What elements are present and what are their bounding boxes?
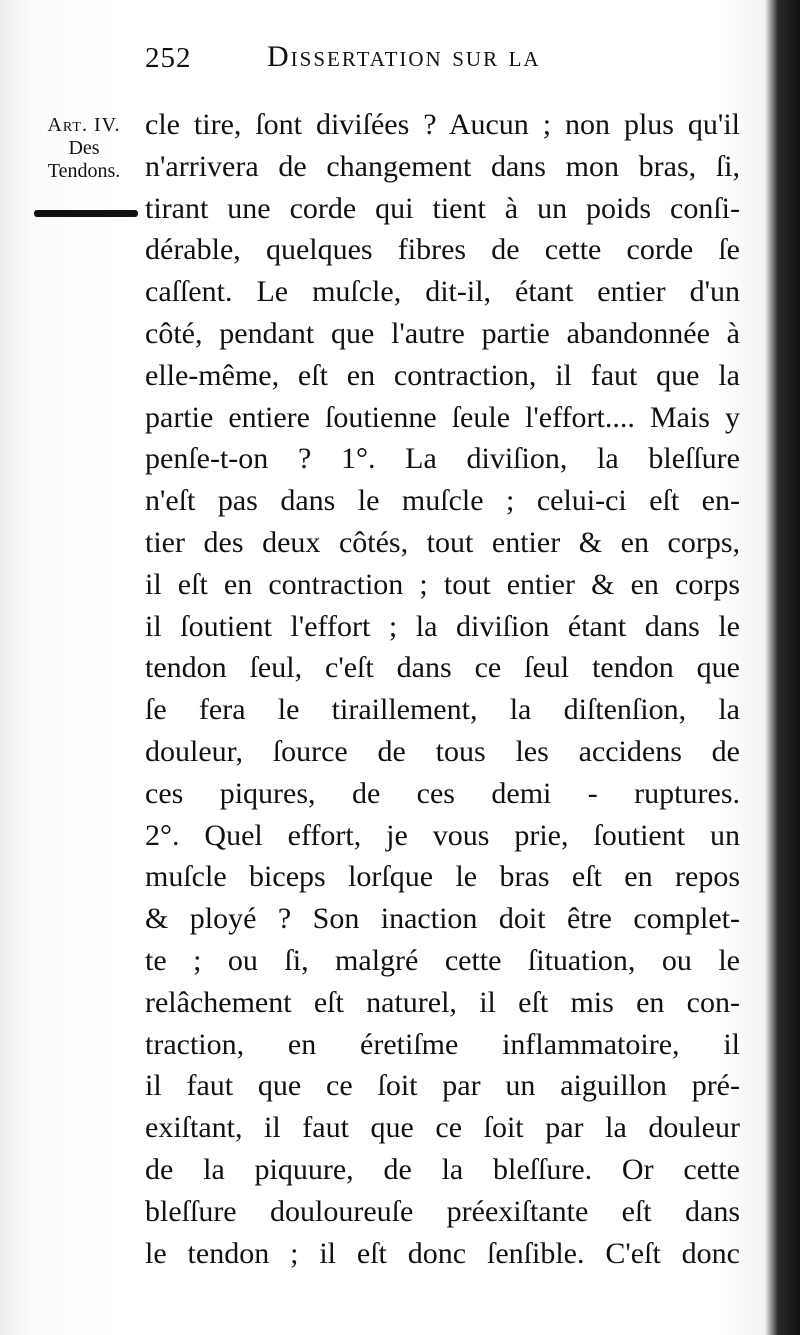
text-line: n'arrivera de changement dans mon bras, ſi,	[145, 149, 740, 183]
text-line: tier des deux côtés, tout entier & en corps,	[145, 525, 740, 559]
text-line: relâchement eſt naturel, il eſt mis en con-	[145, 985, 740, 1019]
text-line: il faut que ce ſoit par un aiguillon pré-	[145, 1069, 740, 1103]
margin-note-tendons: Tendons.	[47, 160, 121, 182]
text-line: douleur, ſource de tous les accidens de	[145, 734, 740, 768]
text-line: tendon ſeul, c'eſt dans ce ſeul tendon que	[145, 651, 740, 685]
text-line: n'eſt pas dans le muſcle ; celui-ci eſt en-	[145, 484, 740, 518]
text-line: ſe fera le tiraillement, la diſtenſion, la	[145, 693, 740, 727]
text-line: exiſtant, il faut que ce ſoit par la douleur	[145, 1111, 740, 1145]
text-line: il eſt en contraction ; tout entier & en corps	[145, 567, 740, 601]
text-line: dérable, quelques fibres de cette corde ſe	[145, 233, 740, 267]
text-line: cle tire, ſont diviſées ? Aucun ; non plus qu'il	[145, 108, 740, 141]
margin-note	[28, 114, 140, 183]
text-line: tirant une corde qui tient à un poids conſi-	[145, 191, 740, 225]
text-line: de la piquure, de la bleſſure. Or cette	[145, 1152, 740, 1186]
text-line: traction, en éretiſme inflammatoire, il	[145, 1027, 740, 1061]
text-line: côté, pendant que l'autre partie abandonnée à	[145, 316, 740, 350]
margin-rule	[34, 210, 138, 217]
margin-note-article: Art. IV.	[47, 114, 121, 136]
text-line: & ployé ? Son inaction doit être complet-	[145, 902, 740, 936]
text-line: te ; ou ſi, malgré cette ſituation, ou le	[145, 943, 740, 977]
text-line: penſe-t-on ? 1°. La diviſion, la bleſſure	[145, 442, 740, 476]
text-line: muſcle biceps lorſque le bras eſt en repos	[145, 860, 740, 894]
page-header	[145, 40, 645, 90]
text-line: 2°. Quel effort, je vous prie, ſoutient un	[145, 818, 740, 852]
text-line: le tendon ; il eſt donc ſenſible. C'eſt donc	[145, 1236, 740, 1270]
text-line: elle-même, eſt en contraction, il faut que la	[145, 358, 740, 392]
text-line: partie entiere ſoutienne ſeule l'effort.... Mais y	[145, 400, 740, 434]
text-line: caſſent. Le muſcle, dit-il, étant entier d'un	[145, 275, 740, 309]
text-line: bleſſure douloureuſe préexiſtante eſt dans	[145, 1194, 740, 1228]
page-number: 252	[145, 42, 192, 74]
text-line: il ſoutient l'effort ; la diviſion étant dans le	[145, 609, 740, 643]
margin-note-des: Des	[68, 137, 100, 159]
text-line: ces piqures, de ces demi - ruptures.	[145, 776, 740, 810]
running-head: Dissertation sur la	[267, 40, 541, 73]
body-text	[145, 104, 740, 1274]
